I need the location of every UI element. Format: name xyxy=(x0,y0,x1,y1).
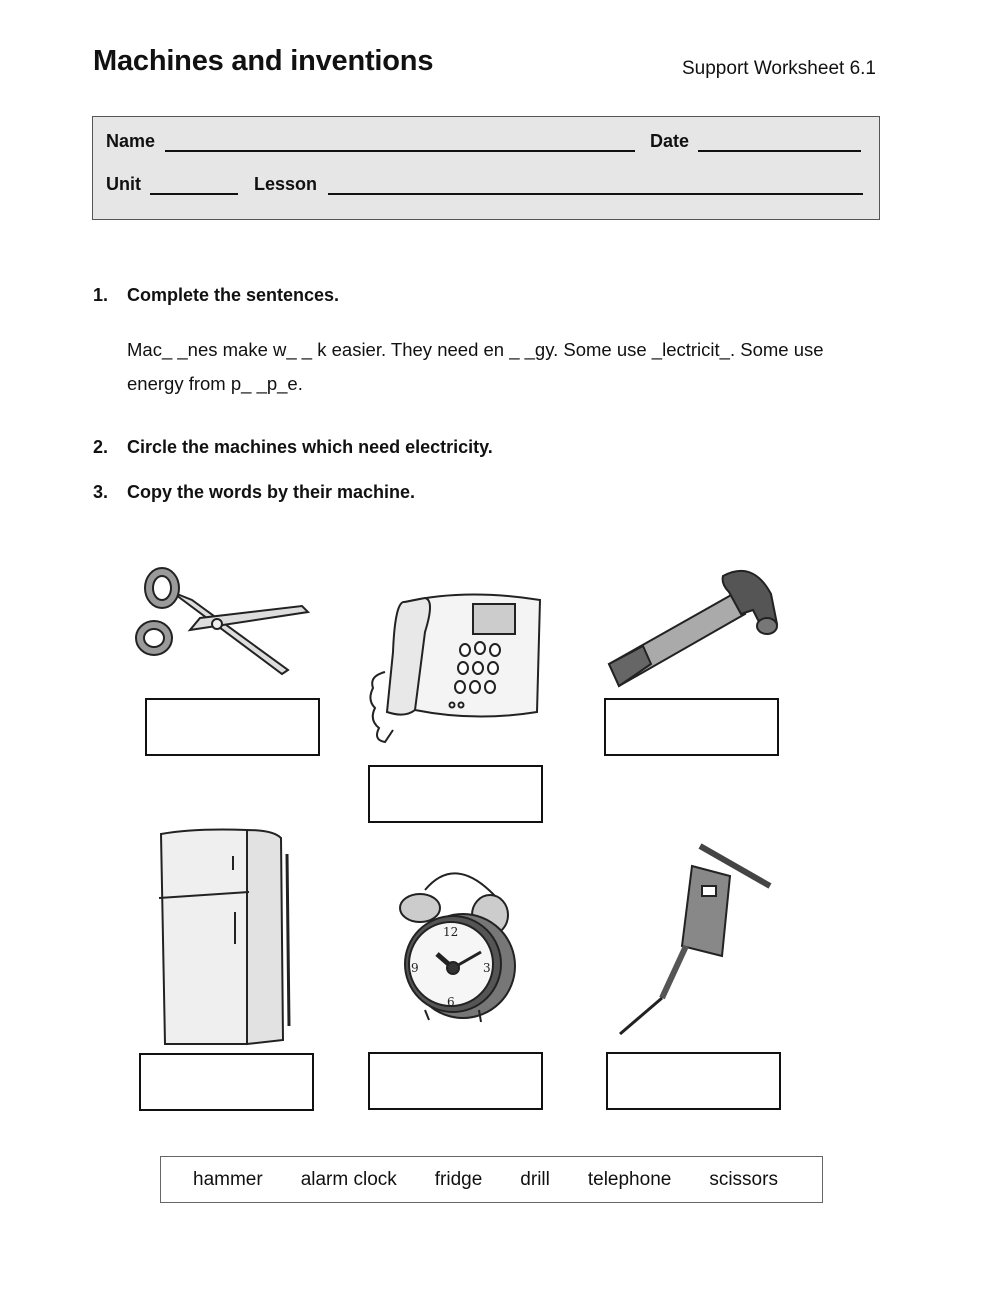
name-label: Name xyxy=(106,131,156,151)
word-bank-item[interactable]: scissors xyxy=(709,1168,778,1190)
date-field[interactable] xyxy=(698,150,861,152)
name-field[interactable] xyxy=(165,150,635,152)
question-1 xyxy=(93,285,339,306)
unit-field[interactable] xyxy=(150,193,238,195)
lesson-label: Lesson xyxy=(254,174,318,194)
question-text: Complete the sentences. xyxy=(127,285,340,305)
word-bank xyxy=(160,1156,823,1203)
answer-box-alarm-clock[interactable] xyxy=(368,1052,543,1110)
fridge-picture[interactable] xyxy=(155,826,300,1046)
scissors-picture[interactable] xyxy=(132,566,312,682)
question-number: 3. xyxy=(93,482,109,502)
word-bank-item[interactable]: drill xyxy=(520,1168,550,1190)
question-number: 1. xyxy=(93,285,109,305)
svg-text:12: 12 xyxy=(443,925,459,939)
question-2 xyxy=(93,437,493,458)
worksheet-title: Machines and inventions xyxy=(93,45,434,77)
drill-picture[interactable] xyxy=(610,836,780,1036)
hammer-picture[interactable] xyxy=(603,564,783,689)
lesson-field[interactable] xyxy=(328,193,863,195)
worksheet-subtitle: Support Worksheet 6.1 xyxy=(682,58,876,79)
sentence-line-1: Mac_ _nes make w_ _ k easier. They need en _ _gy. Some use _lectricit_. Some use xyxy=(127,339,824,360)
svg-text:9: 9 xyxy=(411,961,419,975)
question-text: Copy the words by their machine. xyxy=(127,482,416,502)
word-bank-item[interactable]: telephone xyxy=(587,1168,672,1190)
telephone-picture[interactable] xyxy=(365,592,550,747)
answer-box-scissors[interactable] xyxy=(145,698,320,756)
answer-box-hammer[interactable] xyxy=(604,698,779,756)
svg-text:3: 3 xyxy=(483,961,491,975)
student-info-box xyxy=(92,116,880,220)
answer-box-drill[interactable] xyxy=(606,1052,781,1110)
answer-box-fridge[interactable] xyxy=(139,1053,314,1111)
answer-box-telephone[interactable] xyxy=(368,765,543,823)
unit-label: Unit xyxy=(106,174,141,194)
question-number: 2. xyxy=(93,437,109,457)
svg-text:6: 6 xyxy=(447,995,455,1009)
word-bank-item[interactable]: fridge xyxy=(434,1168,483,1190)
alarm-clock-picture[interactable] xyxy=(385,860,525,1030)
fill-in-sentence[interactable] xyxy=(127,333,887,401)
word-bank-item[interactable]: alarm clock xyxy=(300,1168,397,1190)
date-label: Date xyxy=(650,131,690,151)
question-text: Circle the machines which need electricity. xyxy=(127,437,493,457)
sentence-line-2: energy from p_ _p_e. xyxy=(127,373,303,394)
word-bank-item[interactable]: hammer xyxy=(193,1168,263,1190)
question-3 xyxy=(93,482,415,503)
